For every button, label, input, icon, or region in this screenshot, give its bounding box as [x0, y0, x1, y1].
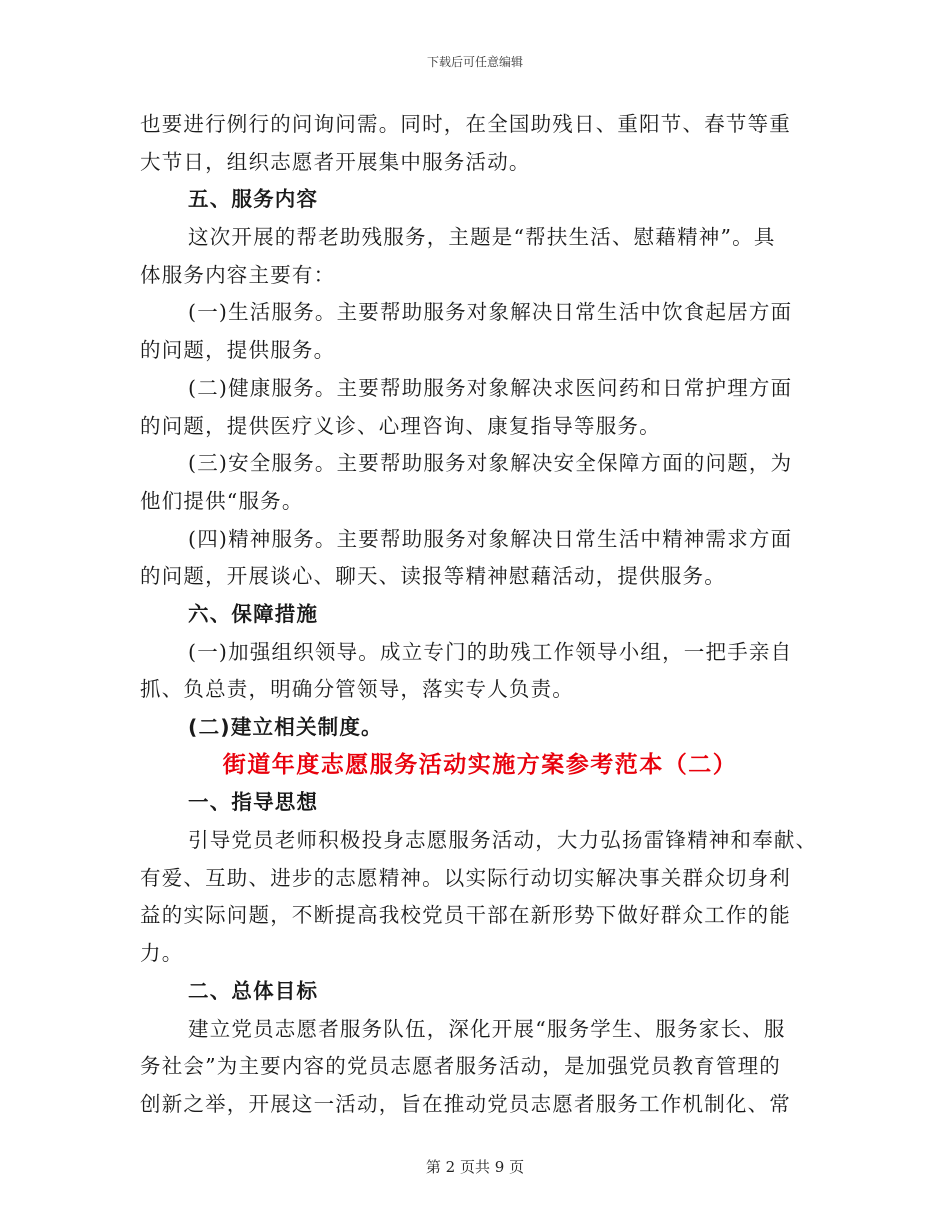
subsection-heading: (二)建立相关制度。 [188, 715, 383, 739]
document-body [140, 106, 820, 1124]
paragraph-line: 的问题，提供医疗义诊、心理咨询、康复指导等服务。 [140, 413, 661, 438]
page-footer: 第 2 页共 9 页 [425, 1158, 525, 1176]
paragraph-line: 抓、负总责，明确分管领导，落实专人负责。 [140, 677, 574, 702]
section-heading: 一、指导思想 [188, 790, 319, 815]
paragraph-line: (四)精神服务。主要帮助服务对象解决日常生活中精神需求方面 [188, 526, 793, 551]
section-heading: 六、保障措施 [188, 601, 319, 626]
paragraph-line: 建立党员志愿者服务队伍，深化开展“服务学生、服务家长、服 [188, 1016, 786, 1041]
paragraph-line: 体服务内容主要有： [140, 262, 336, 287]
page-header: 下载后可任意编辑 [426, 55, 523, 69]
paragraph-line: 引导党员老师积极投身志愿服务活动，大力弘扬雷锋精神和奉献、 [188, 828, 818, 853]
section-heading: 五、服务内容 [188, 187, 319, 212]
paragraph-line: (二)健康服务。主要帮助服务对象解决求医问药和日常护理方面 [188, 375, 793, 400]
paragraph-line: (三)安全服务。主要帮助服务对象解决安全保障方面的问题，为 [188, 451, 793, 476]
section-heading: 二、总体目标 [188, 978, 319, 1003]
paragraph-line: 力。 [140, 941, 184, 966]
paragraph-line: 创新之举，开展这一活动，旨在推动党员志愿者服务工作机制化、常 [140, 1091, 791, 1116]
paragraph-line: 务社会”为主要内容的党员志愿者服务活动，是加强党员教育管理的 [140, 1054, 781, 1079]
paragraph-line: (一)加强组织领导。成立专门的助残工作领导小组，一把手亲自 [188, 639, 793, 664]
paragraph-line: 也要进行例行的问询问需。同时，在全国助残日、重阳节、春节等重 [140, 112, 791, 136]
paragraph-line: 有爱、互助、进步的志愿精神。以实际行动切实解决事关群众切身利 [140, 865, 791, 890]
paragraph-line: 的问题，提供服务。 [140, 338, 336, 363]
paragraph-line: 这次开展的帮老助残服务，主题是“帮扶生活、慰藉精神”。具 [188, 225, 776, 250]
document-title: 街道年度志愿服务活动实施方案参考范本（二） [222, 751, 738, 778]
paragraph-line: 他们提供“服务。 [140, 488, 304, 513]
paragraph-line: 益的实际问题，不断提高我校党员干部在新形势下做好群众工作的能 [140, 903, 791, 928]
paragraph-line: 大节日，组织志愿者开展集中服务活动。 [140, 149, 531, 174]
paragraph-line: (一)生活服务。主要帮助服务对象解决日常生活中饮食起居方面 [188, 300, 793, 325]
paragraph-line: 的问题，开展谈心、聊天、读报等精神慰藉活动，提供服务。 [140, 564, 726, 589]
